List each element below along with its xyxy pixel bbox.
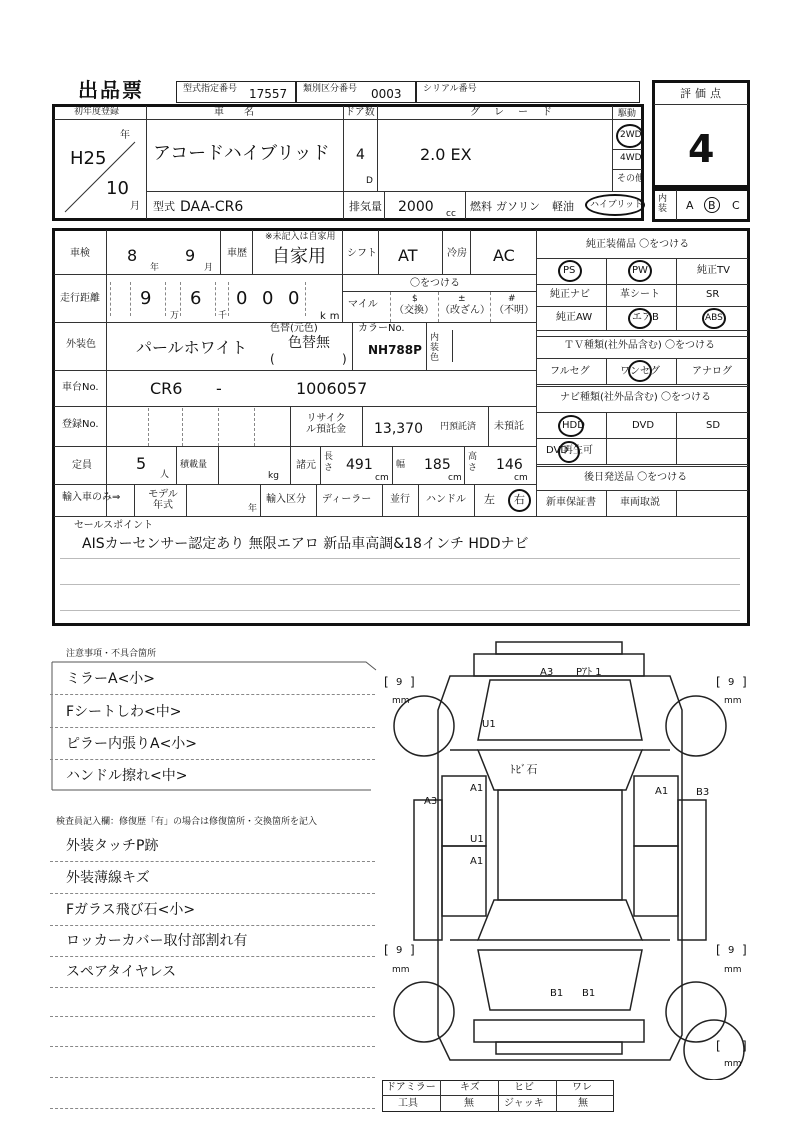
tire-depth-fl: 9 xyxy=(396,677,403,688)
mileage-digit-2: 9 xyxy=(140,288,152,309)
tire-depth-rr: 9 xyxy=(728,945,735,956)
capacity-value: 5 xyxy=(136,454,147,473)
displacement-label: 排気量 xyxy=(349,200,382,213)
first-reg-year-unit: 年 xyxy=(120,130,130,141)
mileage-digit-4: 0 xyxy=(236,288,248,309)
tire-depth-spare-unit: mm xyxy=(724,1059,742,1069)
tool-row-jack: ジャッキ xyxy=(504,1098,544,1109)
chassis-dash: - xyxy=(216,379,222,398)
first-reg-month: 10 xyxy=(106,178,129,199)
drive-other: その他 xyxy=(617,174,645,184)
class-label: 類別区分番号 xyxy=(303,84,358,94)
doors-suffix: D xyxy=(366,176,373,186)
grade-label: グレード xyxy=(470,107,566,118)
fuel-hybrid: ハイブリッド xyxy=(590,200,644,210)
import-type-label: 輸入区分 xyxy=(266,494,306,505)
first-reg-month-unit: 月 xyxy=(130,201,140,212)
notes-title: 注意事項・不具合箇所 xyxy=(66,649,157,659)
after-title: 後日発送品 〇をつける xyxy=(584,472,688,483)
chassis-prefix: CR6 xyxy=(150,379,183,398)
fuel-light-oil: 軽油 xyxy=(552,200,574,213)
chassis-number: 1006057 xyxy=(296,379,368,398)
mileage-circle-note: 〇をつける xyxy=(410,278,460,289)
mileage-exchange-symbol: $ xyxy=(412,294,418,304)
mark-a1-right: A1 xyxy=(655,786,669,797)
recycle-value: 13,370 xyxy=(374,421,423,437)
tool-row-jack-value: 無 xyxy=(578,1098,588,1109)
handle-label: ハンドル xyxy=(426,494,466,505)
height-label: 高さ xyxy=(468,452,478,473)
fuel-label: 燃料 xyxy=(470,200,492,213)
tire-depth-rl-bracket-close: ] xyxy=(410,943,415,957)
load-unit: kg xyxy=(268,471,279,481)
mileage-digit-5: 0 xyxy=(262,288,274,309)
inspection-year-unit: 年 xyxy=(150,263,160,273)
serial-box xyxy=(416,81,640,103)
color-label: 外装色 xyxy=(66,339,96,350)
tool-row-tools: 工具 xyxy=(398,1098,418,1109)
tool-row-tools-value: 無 xyxy=(464,1098,474,1109)
import-label: 輸入車のみ⇒ xyxy=(62,492,121,503)
inspection-year: 8 xyxy=(127,246,138,265)
mark-a1-roof: A1 xyxy=(470,856,484,867)
class-value: 0003 xyxy=(371,87,402,101)
ac-value: AC xyxy=(493,246,515,265)
form-title: 出品票 xyxy=(78,78,144,102)
tire-depth-rr-unit: mm xyxy=(724,965,742,975)
navi-dvd: DVD xyxy=(632,420,655,431)
tool-header-mirror: ドアミラー xyxy=(386,1082,436,1093)
note-item-1: ミラーA<小> xyxy=(66,671,156,687)
dvd-label: DVD xyxy=(546,445,569,456)
history-label: 車歴 xyxy=(227,248,247,259)
interior-grade-a: A xyxy=(686,199,694,212)
mileage-altered-symbol: ± xyxy=(458,294,466,304)
mark-u1-hood: U1 xyxy=(482,719,496,730)
model-year-label: モデル年式 xyxy=(148,489,178,511)
tire-depth-spare-bracket-close: ] xyxy=(742,1039,747,1053)
fuel-gasoline: ガソリン xyxy=(496,200,540,213)
tool-header-scratch: キズ xyxy=(460,1082,480,1093)
tire-depth-fr-unit: mm xyxy=(724,696,742,706)
grade-value: 2.0 EX xyxy=(420,145,472,164)
tire-depth-rr-bracket-open: [ xyxy=(716,943,721,957)
width-value: 185 xyxy=(424,457,451,473)
equip-sr: SR xyxy=(706,289,720,300)
mileage-km: km xyxy=(320,311,344,322)
repaint-value: 色替無 xyxy=(288,335,330,351)
equip-navi: 純正ナビ xyxy=(550,289,590,300)
car-body-diagram xyxy=(380,640,760,1080)
mileage-digit-6: 0 xyxy=(288,288,300,309)
history-value: 自家用 xyxy=(272,246,326,267)
equip-tv: 純正TV xyxy=(697,265,730,276)
drive-2wd: 2WD xyxy=(620,130,642,140)
tire-depth-fr-bracket-close: ] xyxy=(742,675,747,689)
equip-aw: 純正AW xyxy=(556,312,593,323)
displacement-value: 2000 xyxy=(398,199,434,215)
equip-airbag: エアB xyxy=(632,312,659,323)
tv-analog: アナログ xyxy=(692,366,732,377)
mileage-digit-3: 6 xyxy=(190,288,202,309)
inspector-item-2: 外装薄線キズ xyxy=(66,870,150,886)
doors-label: ドア数 xyxy=(345,107,375,118)
model-year-unit: 年 xyxy=(248,504,258,514)
mileage-sen: 千 xyxy=(218,311,228,321)
doors-value: 4 xyxy=(356,147,365,163)
length-unit: cm xyxy=(375,473,389,483)
mileage-unknown-symbol: # xyxy=(508,294,516,304)
mark-chip-windshield: ﾄﾋﾞ石 xyxy=(510,763,538,776)
mileage-altered: （改ざん） xyxy=(440,305,490,316)
ac-label: 冷房 xyxy=(447,248,467,259)
navi-hdd: HDD xyxy=(562,420,585,431)
repaint-paren-open: ( xyxy=(270,352,275,366)
tire-depth-rl-unit: mm xyxy=(392,965,410,975)
mark-b1-rear-2: B1 xyxy=(582,988,596,999)
mark-p-front: Pｱﾄ 1 xyxy=(576,667,602,678)
inspection-label: 車検 xyxy=(70,248,90,259)
tv-oneseg: ワンセグ xyxy=(620,366,660,377)
length-label: 長さ xyxy=(324,452,334,473)
model-cert-box xyxy=(176,81,296,103)
interior-label: 内装 xyxy=(658,194,668,214)
handle-left: 左 xyxy=(484,493,495,506)
score-value: 4 xyxy=(688,127,715,171)
tire-depth-rl-bracket-open: [ xyxy=(384,943,389,957)
tire-depth-fl-bracket-open: [ xyxy=(384,675,389,689)
repaint-paren-close: ) xyxy=(342,352,347,366)
inspector-item-3: Fガラス飛び石<小> xyxy=(66,902,196,918)
tire-depth-rr-bracket-close: ] xyxy=(742,943,747,957)
width-unit: cm xyxy=(448,473,462,483)
first-reg-label: 初年度登録 xyxy=(74,107,120,117)
first-reg-era-year: H25 xyxy=(70,148,107,169)
note-item-4: ハンドル擦れ<中> xyxy=(66,768,188,784)
type-label: 型式 xyxy=(153,200,175,213)
inspection-month-unit: 月 xyxy=(204,263,214,273)
sales-point-text: AISカーセンサー認定あり 無限エアロ 新品車高調&18インチ HDDナビ xyxy=(82,536,529,552)
repaint-label: 色替(元色) xyxy=(270,323,318,334)
history-note: ※未記入は自家用 xyxy=(265,232,336,242)
recycle-paid: 円預託済 xyxy=(440,422,477,432)
mark-b3-right: B3 xyxy=(696,787,710,798)
tire-depth-fl-bracket-close: ] xyxy=(410,675,415,689)
inspector-item-4: ロッカーカバー取付部割れ有 xyxy=(66,933,248,949)
height-unit: cm xyxy=(514,473,528,483)
interior-grade-c: C xyxy=(732,199,740,212)
model-cert-value: 17557 xyxy=(249,87,288,101)
displacement-unit: cc xyxy=(446,209,456,219)
tool-header-break: ワレ xyxy=(572,1082,592,1093)
mileage-label: 走行距離 xyxy=(60,293,100,304)
import-parallel: 並行 xyxy=(390,494,410,505)
car-name-label: 車名 xyxy=(214,107,274,118)
mileage-man: 万 xyxy=(170,311,180,321)
mark-a1-left: A1 xyxy=(470,783,484,794)
capacity-label: 定員 xyxy=(72,460,92,471)
tv-fullseg: フルセグ xyxy=(550,366,590,377)
equip-abs: ABS xyxy=(705,313,723,323)
note-item-3: ピラー内張りA<小> xyxy=(66,736,198,752)
color-value: パールホワイト xyxy=(136,338,248,357)
capacity-unit: 人 xyxy=(160,470,170,480)
equip-ps: PS xyxy=(563,265,576,276)
drive-label: 駆動 xyxy=(618,109,637,119)
navi-title: ナビ種類(社外品含む) 〇をつける xyxy=(560,392,711,403)
load-label: 積載量 xyxy=(180,460,208,470)
equip-pw: PW xyxy=(632,265,648,276)
tire-depth-fr-bracket-open: [ xyxy=(716,675,721,689)
mileage-exchange: （交換） xyxy=(394,305,434,316)
tire-depth-rl: 9 xyxy=(396,945,403,956)
tire-depth-fr: 9 xyxy=(728,677,735,688)
dims-label: 諸元 xyxy=(296,460,316,471)
sales-point-label: セールスポイント xyxy=(74,520,154,531)
mark-b1-rear-1: B1 xyxy=(550,988,564,999)
width-label: 幅 xyxy=(396,460,406,470)
tool-header-crack: ヒビ xyxy=(514,1082,534,1093)
type-value: DAA-CR6 xyxy=(180,199,244,215)
inspector-item-5: スペアタイヤレス xyxy=(66,964,177,980)
note-item-2: Fシートしわ<中> xyxy=(66,704,182,720)
interior-grade-b: B xyxy=(708,199,716,212)
tv-title: ＴＶ種類(社外品含む) 〇をつける xyxy=(564,340,715,351)
color-code: NH788P xyxy=(368,343,422,357)
handle-right: 右 xyxy=(514,493,525,506)
color-code-label: カラーNo. xyxy=(358,323,405,334)
score-label: 評価点 xyxy=(680,87,725,100)
drive-4wd: 4WD xyxy=(620,153,642,163)
mark-u1-roof: U1 xyxy=(470,834,484,845)
after-warranty: 新車保証書 xyxy=(546,497,596,508)
mileage-mile: マイル xyxy=(348,299,378,310)
tire-depth-fl-unit: mm xyxy=(392,696,410,706)
class-box xyxy=(296,81,416,103)
car-name: アコードハイブリッド xyxy=(153,143,330,164)
model-cert-label: 型式指定番号 xyxy=(183,84,238,94)
chassis-label: 車台No. xyxy=(62,382,99,393)
shift-label: シフト xyxy=(347,248,377,259)
serial-label: シリアル番号 xyxy=(423,84,477,94)
mileage-unknown: （不明） xyxy=(494,305,534,316)
first-reg-slash xyxy=(60,140,140,215)
mark-a3-front: A3 xyxy=(540,667,554,678)
interior-color-label: 内装色 xyxy=(430,333,440,363)
shift-value: AT xyxy=(398,246,418,265)
recycle-unpaid: 未預託 xyxy=(494,421,524,432)
mark-a3-left: A3 xyxy=(424,796,438,807)
inspector-label: 検査員記入欄：修復歴「有」の場合は修復箇所・交換箇所を記入 xyxy=(56,817,318,827)
registration-label: 登録No. xyxy=(62,419,99,430)
after-manual: 車両取説 xyxy=(620,497,660,508)
navi-sd: SD xyxy=(706,420,721,431)
import-dealer: ディーラー xyxy=(322,494,372,505)
inspector-item-1: 外装タッチP跡 xyxy=(66,838,159,854)
equip-leather: 革シート xyxy=(620,289,660,300)
height-value: 146 xyxy=(496,457,523,473)
inspection-month: 9 xyxy=(185,246,196,265)
dvd-play: 再生可 xyxy=(563,445,593,456)
tire-depth-spare-bracket-open: [ xyxy=(716,1039,721,1053)
equipment-title: 純正装備品 〇をつける xyxy=(586,239,690,250)
length-value: 491 xyxy=(346,457,373,473)
recycle-label: リサイクル預託金 xyxy=(306,413,346,435)
